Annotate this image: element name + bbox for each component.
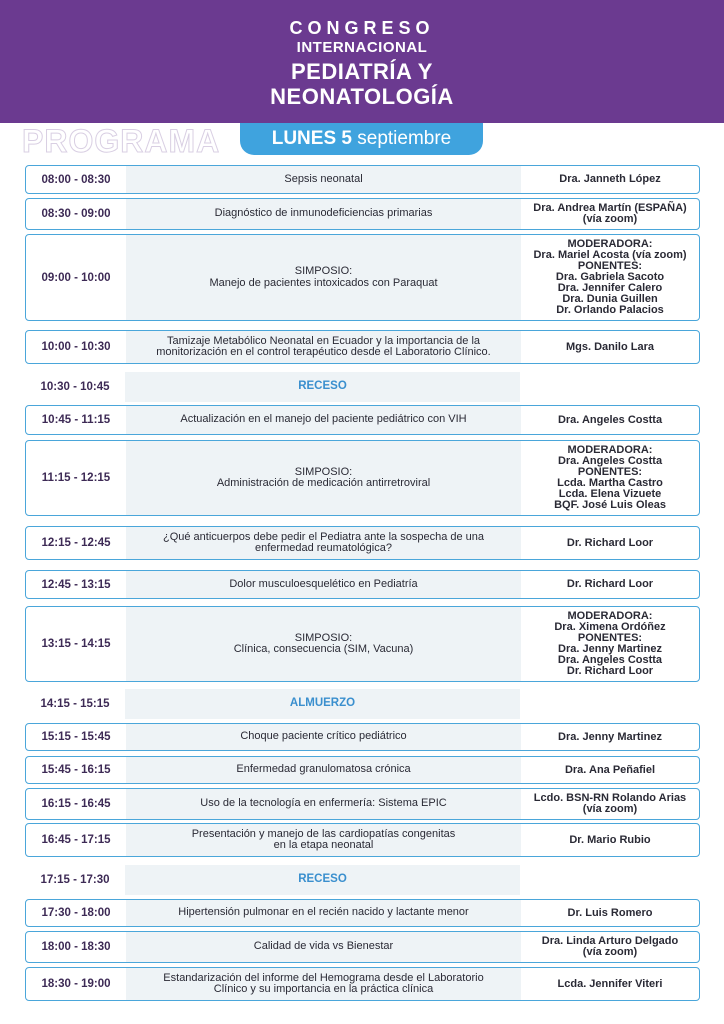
row-time: 10:45 - 11:15: [41, 414, 111, 426]
day-badge: [240, 123, 483, 155]
row-time: 10:00 - 10:30: [41, 341, 111, 353]
row-speaker: MODERADORA: Dra. Angeles Costta PONENTES: Lcda. Martha Castro Lcda. Elena Vizuete BQF. José Luis Oleas: [554, 444, 666, 511]
schedule-row: [25, 723, 700, 751]
row-speaker: Dr. Richard Loor: [566, 536, 654, 549]
row-topic: Enfermedad granulomatosa crónica: [126, 757, 521, 783]
row-topic: Actualización en el manejo del paciente pediátrico con VIH: [126, 406, 521, 434]
schedule-row: [25, 967, 700, 1001]
row-speaker: Mgs. Danilo Lara: [565, 340, 655, 353]
header-line-pediatria: PEDIATRÍA Y: [290, 59, 433, 84]
row-speaker: [520, 372, 700, 402]
row-time: 15:45 - 16:15: [41, 764, 111, 776]
header-line-neonatologia: NEONATOLOGÍA: [270, 84, 454, 109]
row-time: 08:30 - 09:00: [41, 208, 111, 220]
row-time: 08:00 - 08:30: [41, 173, 111, 186]
row-time: 11:15 - 12:15: [41, 472, 111, 484]
row-topic: SIMPOSIO: Manejo de pacientes intoxicados con Paraquat: [126, 235, 521, 320]
row-time: 12:15 - 12:45: [41, 537, 111, 549]
schedule-row: [25, 931, 700, 963]
header-line-internacional: INTERNACIONAL: [296, 39, 428, 56]
row-speaker: [520, 865, 700, 895]
row-topic: Diagnóstico de inmunodeficiencias primarias: [126, 199, 521, 229]
schedule-row: [25, 899, 700, 927]
row-speaker: Lcda. Jennifer Viteri: [557, 977, 663, 990]
row-speaker: Dra. Angeles Costta: [557, 413, 663, 426]
schedule-row: [25, 165, 700, 194]
row-topic: Choque paciente crítico pediátrico: [126, 724, 521, 750]
row-speaker: Dra. Linda Arturo Delgado (vía zoom): [541, 935, 679, 958]
day-date: LUNES 5: [271, 128, 352, 149]
schedule-row: [25, 756, 700, 784]
schedule-row: [25, 198, 700, 230]
break-label: RECESO: [125, 372, 520, 402]
row-topic: Dolor musculoesquelético en Pediatría: [126, 571, 521, 598]
break-label: RECESO: [125, 865, 520, 895]
schedule-row: [25, 526, 700, 560]
row-speaker: Lcdo. BSN-RN Rolando Arias (vía zoom): [533, 792, 687, 815]
row-speaker: Dr. Richard Loor: [566, 578, 654, 590]
row-speaker: Dra. Janneth López: [559, 173, 661, 185]
day-month: septiembre: [351, 128, 452, 149]
row-time: 17:15 - 17:30: [40, 874, 110, 886]
schedule-row: [25, 570, 700, 599]
break-row: [25, 689, 700, 719]
row-time: 16:15 - 16:45: [41, 798, 111, 810]
schedule-row: [25, 405, 700, 435]
row-topic: Uso de la tecnología en enfermería: Sistema EPIC: [126, 789, 521, 819]
header-line-congreso: CONGRESO: [289, 18, 435, 38]
row-topic: Hipertensión pulmonar en el recién nacido y lactante menor: [126, 900, 521, 926]
row-time: 16:45 - 17:15: [41, 834, 111, 846]
row-speaker: Dra. Ana Peñafiel: [564, 763, 656, 776]
row-speaker: Dra. Jenny Martinez: [558, 730, 662, 743]
row-speaker: Dra. Andrea Martín (ESPAÑA) (vía zoom): [533, 202, 687, 225]
schedule-row: [25, 330, 700, 364]
schedule-row: [25, 788, 700, 820]
row-time: 13:15 - 14:15: [41, 638, 111, 650]
row-topic: SIMPOSIO: Clínica, consecuencia (SIM, Vacuna): [126, 607, 521, 681]
row-topic: ¿Qué anticuerpos debe pedir el Pediatra ante la sospecha de una enfermedad reumatológica?: [126, 527, 521, 559]
schedule-row: [25, 823, 700, 857]
row-time: 09:00 - 10:00: [41, 271, 111, 284]
lunch-label: ALMUERZO: [125, 689, 520, 719]
row-speaker: [520, 689, 700, 719]
schedule-row: [25, 440, 700, 516]
row-speaker: Dr. Mario Rubio: [569, 833, 651, 846]
row-time: 18:00 - 18:30: [41, 941, 111, 953]
row-topic: Estandarización del informe del Hemograma desde el Laboratorio Clínico y su importancia en la práctica clínica: [126, 968, 521, 1000]
programa-title: PROGRAMA: [22, 123, 221, 159]
schedule-row: [25, 606, 700, 682]
row-time: 10:30 - 10:45: [40, 381, 110, 393]
row-time: 17:30 - 18:00: [41, 907, 111, 919]
row-topic: Presentación y manejo de las cardiopatías congenitas en la etapa neonatal: [126, 824, 521, 856]
row-topic: Sepsis neonatal: [126, 166, 521, 193]
row-time: 15:15 - 15:45: [41, 731, 111, 743]
row-time: 18:30 - 19:00: [41, 978, 111, 990]
row-speaker: Dr. Luis Romero: [567, 906, 653, 919]
schedule-row: [25, 234, 700, 321]
row-time: 14:15 - 15:15: [40, 698, 110, 710]
row-topic: SIMPOSIO: Administración de medicación antirretroviral: [126, 441, 521, 515]
row-time: 12:45 - 13:15: [41, 578, 111, 591]
row-topic: Tamizaje Metabólico Neonatal en Ecuador y la importancia de la monitorización en el control terapéutico desde el Laboratorio Clínico.: [126, 331, 521, 363]
break-row: [25, 865, 700, 895]
row-speaker: MODERADORA: Dra. Ximena Ordóñez PONENTES: Dra. Jenny Martinez Dra. Angeles Costta Dr. Richard Loor: [554, 610, 666, 677]
event-header: [0, 0, 724, 123]
row-topic: Calidad de vida vs Bienestar: [126, 932, 521, 962]
break-row: [25, 372, 700, 402]
row-speaker: MODERADORA: Dra. Mariel Acosta (vía zoom) PONENTES: Dra. Gabriela Sacoto Dra. Jennifer Calero Dra. Dunia Guillen Dr. Orlando Palacios: [533, 238, 687, 316]
